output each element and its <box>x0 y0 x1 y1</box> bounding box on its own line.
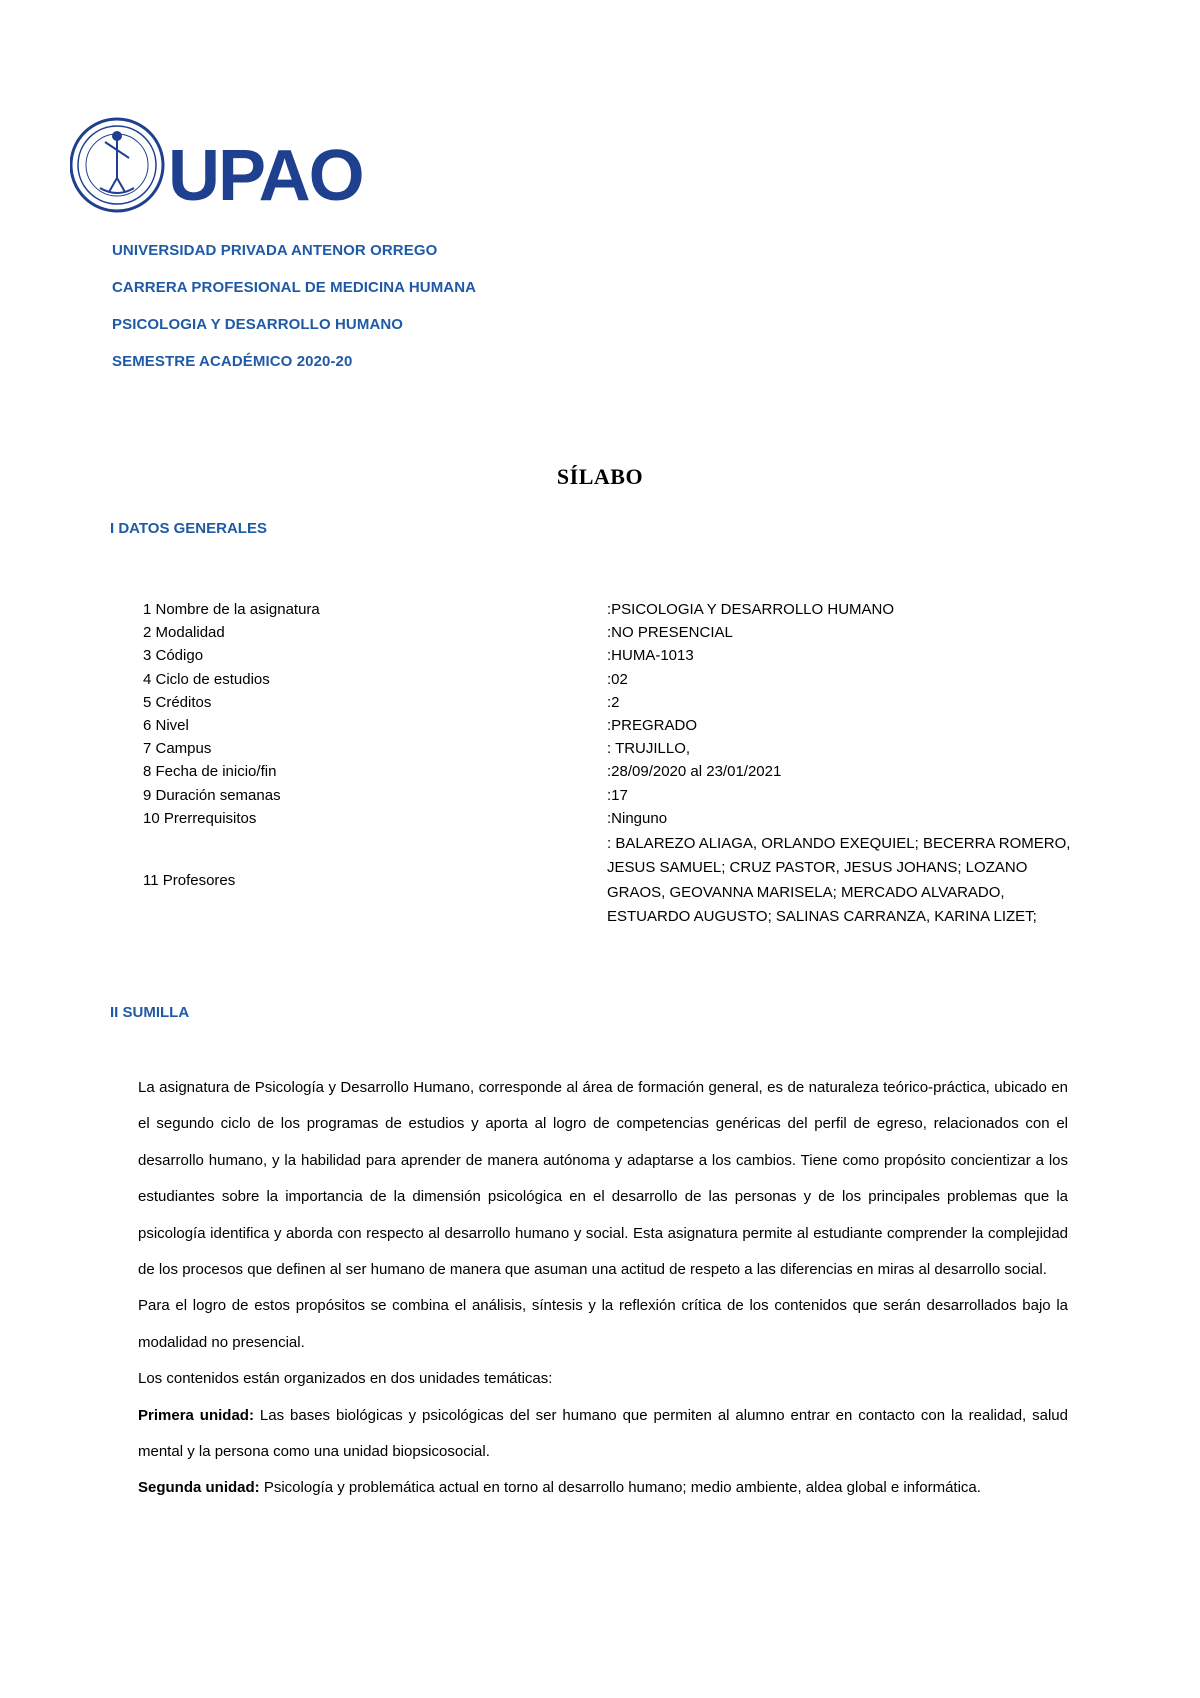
data-label: 6 Nivel <box>143 717 189 735</box>
data-row <box>143 668 1093 691</box>
data-label: 5 Créditos <box>143 693 212 711</box>
data-value: :PSICOLOGIA Y DESARROLLO HUMANO <box>607 601 895 618</box>
data-value: :02 <box>607 670 628 688</box>
data-label: 7 Campus <box>143 740 212 758</box>
data-value: :28/09/2020 al 23/01/2021 <box>607 763 782 781</box>
data-value: : TRUJILLO, <box>607 740 691 758</box>
unit-one-label: Primera unidad: <box>138 1406 254 1424</box>
data-row <box>143 737 1093 760</box>
unit-two-text: Psicología y problemática actual en torno al desarrollo humano; medio ambiente, aldea global e informática. <box>259 1479 981 1497</box>
data-label: 3 Código <box>143 647 204 665</box>
profesores-value: : BALAREZO ALIAGA, ORLANDO EXEQUIEL; BECERRA ROMERO, JESUS SAMUEL; CRUZ PASTOR, JESUS JOHANS; LOZANO GRAOS, GEOVANNA MARISELA; MERCADO ALVARADO, ESTUARDO AUGUSTO; SALINAS CARRANZA, KARINA LIZET; <box>607 835 1071 926</box>
data-label: 2 Modalidad <box>143 624 225 642</box>
sumilla-paragraph: Para el logro de estos propósitos se combina el análisis, síntesis y la reflexión crítica de los contenidos que serán desarrollados bajo la modalidad no presencial. <box>138 1297 1068 1351</box>
data-value: :HUMA-1013 <box>607 647 694 665</box>
data-value: :17 <box>607 786 628 804</box>
data-row-profesores <box>143 832 1093 930</box>
logo-text: UPAO <box>168 136 363 216</box>
unit-one <box>138 1398 1068 1471</box>
data-row <box>143 784 1093 807</box>
sumilla-text <box>138 1070 1068 1507</box>
unit-one-text: Las bases biológicas y psicológicas del ser humano que permiten al alumno entrar en contacto con la realidad, salud mental y la persona como una unidad biopsicosocial. <box>138 1406 1068 1461</box>
data-label: 10 Prerrequisitos <box>143 809 257 827</box>
general-data-table <box>143 598 1093 930</box>
profesores-label: 11 Profesores <box>143 872 236 890</box>
upao-logo <box>70 100 400 230</box>
data-value: :2 <box>607 693 620 711</box>
course-name: PSICOLOGIA Y DESARROLLO HUMANO <box>112 316 404 333</box>
data-value: :PREGRADO <box>607 717 698 735</box>
data-row <box>143 644 1093 667</box>
career-name: CARRERA PROFESIONAL DE MEDICINA HUMANA <box>112 279 477 296</box>
data-row <box>143 598 1093 621</box>
semester: SEMESTRE ACADÉMICO 2020-20 <box>112 353 353 370</box>
sumilla-paragraph: La asignatura de Psicología y Desarrollo Humano, corresponde al área de formación general, es de naturaleza teórico-práctica, ubicado en el segundo ciclo de los programas de estudios y aporta al logro de competencias genéricas del perfil de egreso, relacionados con el desarrollo humano, y la habilidad para aprender de manera autónoma y adaptarse a los cambios. Tiene como propósito concientizar a los estudiantes sobre la importancia de la dimensión psicológica en el desarrollo de las personas y de los principales problemas que la psicología identifica y aborda con respecto al desarrollo humano y social. Esta asignatura permite al estudiante comprender la complejidad de los procesos que definen al ser humano de manera que asuman una actitud de respeto a las diferencias en miras al desarrollo social. <box>138 1079 1068 1279</box>
document-title: SÍLABO <box>556 464 644 489</box>
section-heading-sumilla: II SUMILLA <box>110 1004 190 1021</box>
data-label: 4 Ciclo de estudios <box>143 670 270 688</box>
unit-two-label: Segunda unidad: <box>138 1479 260 1497</box>
data-value: :Ninguno <box>607 809 668 827</box>
data-row <box>143 621 1093 644</box>
data-row <box>143 714 1093 737</box>
data-label: 1 Nombre de la asignatura <box>143 601 320 618</box>
institution-header <box>112 240 476 388</box>
sumilla-paragraph: Los contenidos están organizados en dos unidades temáticas: <box>138 1370 553 1388</box>
data-row <box>143 807 1093 830</box>
data-row <box>143 691 1093 714</box>
university-name: UNIVERSIDAD PRIVADA ANTENOR ORREGO <box>112 242 438 259</box>
data-row <box>143 760 1093 783</box>
data-value: :NO PRESENCIAL <box>607 624 733 642</box>
unit-two <box>138 1470 1068 1506</box>
upao-seal-icon <box>70 100 400 230</box>
data-label: 8 Fecha de inicio/fin <box>143 763 277 781</box>
data-label: 9 Duración semanas <box>143 786 281 804</box>
section-heading-datos-generales: I DATOS GENERALES <box>110 520 267 537</box>
